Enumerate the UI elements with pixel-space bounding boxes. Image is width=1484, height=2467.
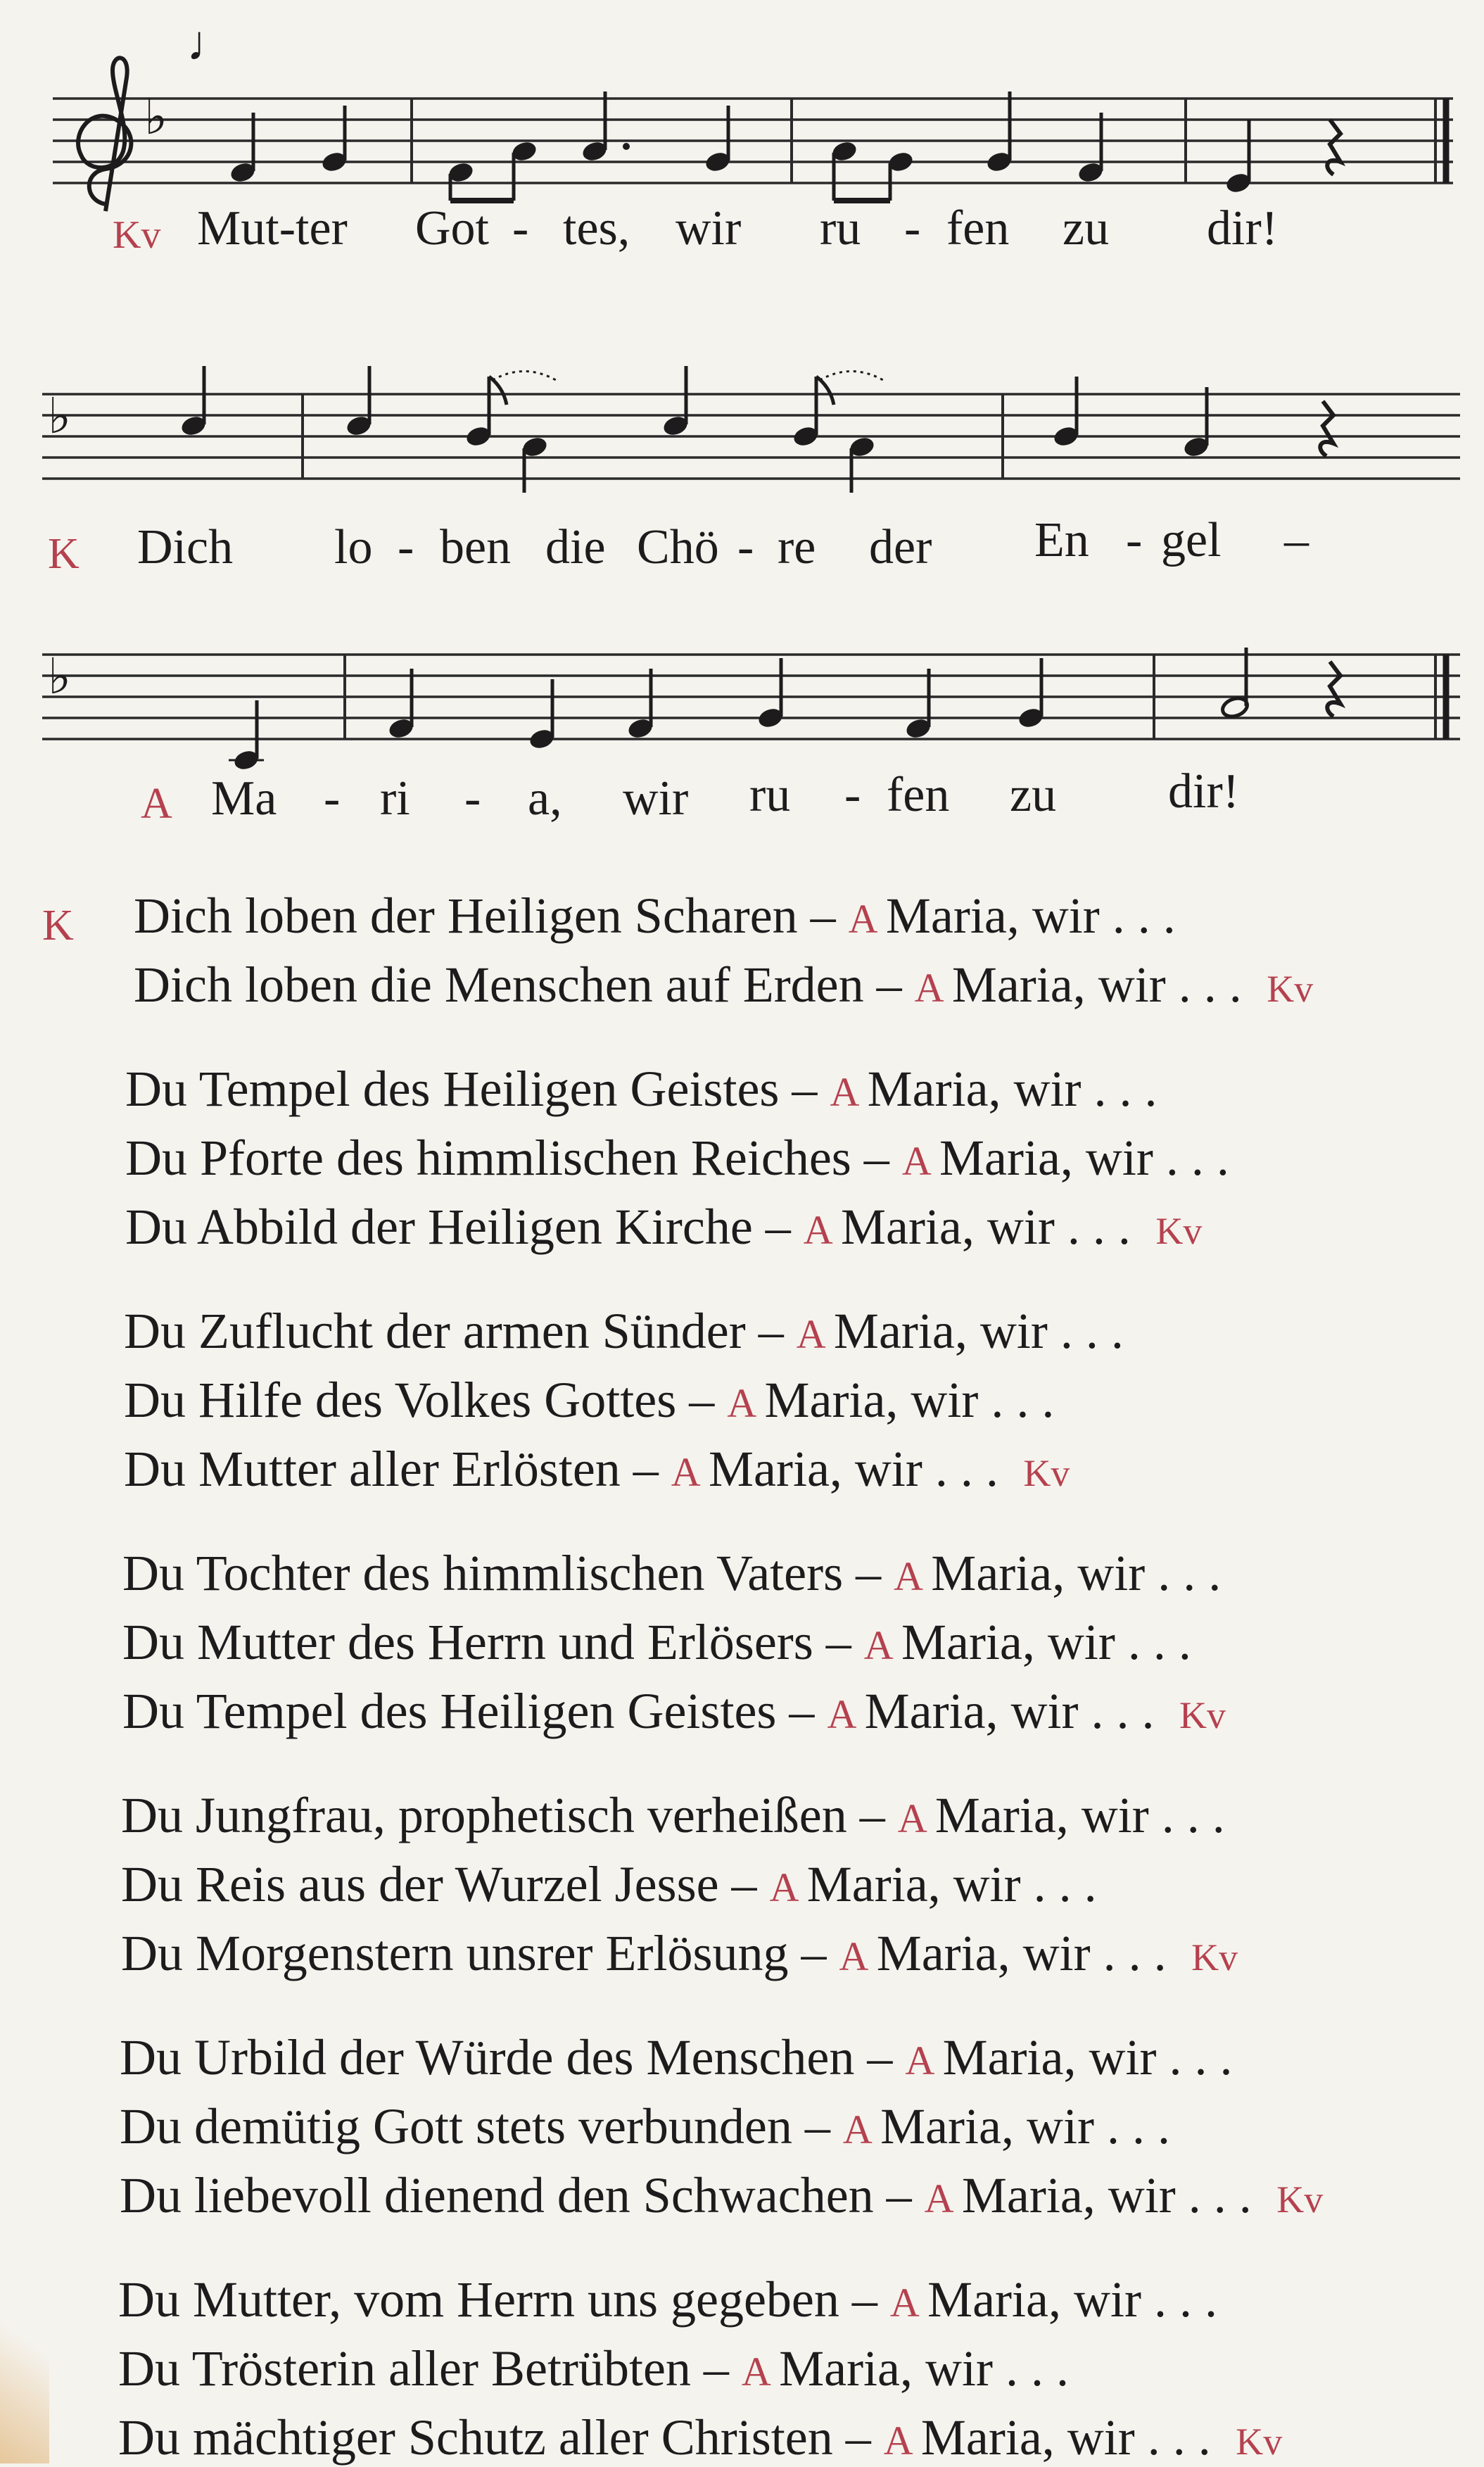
invocation-text: Du Mutter des Herrn und Erlösers – — [122, 1614, 864, 1670]
invocation-text: Du Zuflucht der armen Sünder – — [124, 1303, 797, 1359]
lyric-syllable: Got — [415, 201, 489, 255]
notes-row-2 — [179, 366, 1333, 493]
response-marker: A — [842, 2107, 881, 2152]
response-marker: A — [848, 896, 886, 942]
response-text: Maria, wir . . . — [901, 1614, 1191, 1670]
response-text: Maria, wir . . . — [920, 2409, 1211, 2466]
response-text: Maria, wir . . . — [939, 1130, 1229, 1186]
lyric-syllable: wir — [623, 771, 689, 826]
litany-line — [125, 1060, 1158, 1118]
refrain-marker: Kv — [1169, 1694, 1226, 1736]
litany-line — [120, 2097, 1170, 2156]
lyric-syllable: re — [778, 520, 816, 574]
invocation-text: Du mächtiger Schutz aller Christen – — [118, 2409, 884, 2466]
lyric-syllable: – — [1284, 513, 1309, 567]
response-marker: A — [741, 2349, 780, 2395]
response-marker: A — [796, 1311, 834, 1357]
lyric-syllable: dir! — [1168, 764, 1240, 819]
lyric-syllable: tes, — [563, 201, 630, 255]
notes-row-1 — [186, 28, 1340, 201]
litany-line — [124, 1302, 1124, 1361]
litany-line — [118, 2409, 1282, 2467]
invocation-text: Du Trösterin aller Betrübten – — [118, 2340, 742, 2397]
lyric-syllable: - — [1126, 513, 1143, 567]
svg-text:♩: ♩ — [186, 28, 236, 71]
notes-row-3 — [229, 648, 1340, 772]
litany-line — [121, 1924, 1238, 1983]
lyric-syllable: wir — [676, 201, 742, 255]
invocation-text: Du Morgenstern unsrer Erlösung – — [121, 1925, 839, 1981]
response-text: Maria, wir . . . — [764, 1372, 1055, 1428]
flat-icon: ♭ — [144, 91, 168, 145]
response-marker: A — [727, 1380, 765, 1426]
invocation-text: Du liebevoll dienend den Schwachen – — [120, 2167, 925, 2223]
litany-line — [124, 1440, 1070, 1499]
litany-line — [118, 2340, 1069, 2398]
response-text: Maria, wir . . . — [876, 1925, 1167, 1981]
response-marker: A — [889, 2280, 928, 2326]
refrain-marker: Kv — [113, 213, 161, 257]
page-edge-shadow — [0, 2295, 49, 2463]
response-marker: A — [905, 2038, 943, 2083]
invocation-text: Du Tochter des himmlischen Vaters – — [122, 1545, 894, 1601]
refrain-marker: Kv — [1257, 968, 1314, 1010]
lyric-syllable: fen — [887, 768, 950, 822]
response-text: Maria, wir . . . — [779, 2340, 1069, 2397]
response-text: Maria, wir . . . — [840, 1199, 1131, 1255]
response-marker: A — [830, 1069, 868, 1115]
response-text: Maria, wir . . . — [934, 1787, 1225, 1843]
lyric-syllable: lo — [334, 520, 373, 574]
music-staff-2 — [0, 345, 1484, 521]
flat-icon: ♭ — [48, 390, 72, 444]
lyric-syllable: En — [1034, 513, 1089, 567]
lyric-syllable: Mut-ter — [197, 201, 348, 255]
response-marker: A — [769, 1865, 807, 1910]
litany-line — [122, 1682, 1226, 1741]
response-marker: A — [901, 1138, 939, 1184]
lyric-syllable: zu — [1063, 201, 1110, 255]
response-text: Maria, wir . . . — [880, 2098, 1170, 2154]
invocation-text: Du Reis aus der Wurzel Jesse – — [121, 1856, 770, 1912]
invocation-text: Du Mutter aller Erlösten – — [124, 1441, 671, 1497]
invocation-text: Du Jungfrau, prophetisch verheißen – — [121, 1787, 898, 1843]
litany-line — [134, 956, 1313, 1014]
response-marker: A — [863, 1622, 901, 1668]
lyric-syllable: Dich — [137, 520, 234, 574]
response-marker: A — [671, 1449, 709, 1495]
litany-line — [125, 1129, 1229, 1187]
response-text: Maria, wir . . . — [961, 2167, 1252, 2223]
flat-icon: ♭ — [48, 650, 72, 705]
response-marker: A — [894, 1553, 932, 1599]
lyric-syllable: ben — [440, 520, 512, 574]
invocation-text: Du Pforte des himmlischen Reiches – — [125, 1130, 902, 1186]
response-marker: A — [839, 1933, 877, 1979]
refrain-marker: Kv — [1267, 2178, 1324, 2221]
response-text: Maria, wir . . . — [708, 1441, 998, 1497]
lyric-syllable: a, — [528, 771, 562, 826]
litany-line — [121, 1786, 1225, 1845]
response-text: Maria, wir . . . — [951, 957, 1242, 1013]
refrain-marker: Kv — [1226, 2421, 1283, 2463]
invocation-text: Du Abbild der Heiligen Kirche – — [125, 1199, 804, 1255]
response-text: Maria, wir . . . — [806, 1856, 1097, 1912]
lyric-syllable: - — [737, 520, 754, 574]
response-marker: A — [883, 2418, 921, 2463]
lyric-syllable: - — [398, 520, 414, 574]
lyric-syllable: - — [324, 771, 341, 826]
response-text: Maria, wir . . . — [833, 1303, 1124, 1359]
music-staff-3 — [0, 612, 1484, 781]
invocation-text: Du Hilfe des Volkes Gottes – — [124, 1372, 728, 1428]
litany-line — [120, 2166, 1323, 2225]
cantor-marker: K — [48, 530, 80, 578]
litany-line — [125, 1198, 1202, 1256]
response-text: Maria, wir . . . — [931, 1545, 1222, 1601]
response-marker: A — [141, 780, 172, 828]
lyrics-row-1 — [113, 204, 160, 260]
refrain-marker: Kv — [1146, 1210, 1203, 1252]
litany-line — [122, 1544, 1221, 1603]
lyric-syllable: die — [545, 520, 606, 574]
response-marker: A — [924, 2176, 962, 2221]
invocation-text: Du Urbild der Würde des Menschen – — [120, 2029, 906, 2086]
litany-line — [124, 1371, 1054, 1430]
response-text: Maria, wir . . . — [927, 2271, 1217, 2328]
lyric-syllable: ru — [749, 768, 791, 822]
refrain-marker: Kv — [1181, 1936, 1238, 1979]
lyric-syllable: ru — [820, 201, 861, 255]
response-text: Maria, wir . . . — [867, 1061, 1158, 1117]
invocation-text: Dich loben die Menschen auf Erden – — [134, 957, 915, 1013]
litany-line — [122, 1613, 1191, 1672]
invocation-text: Du demütig Gott stets verbunden – — [120, 2098, 843, 2154]
response-text: Maria, wir . . . — [942, 2029, 1233, 2086]
litany-line — [121, 1855, 1097, 1914]
lyric-syllable: gel — [1161, 513, 1222, 567]
lyric-syllable: - — [844, 768, 861, 822]
lyric-syllable: - — [904, 201, 921, 255]
lyric-syllable: fen — [946, 201, 1010, 255]
lyric-syllable: ri — [380, 771, 410, 826]
invocation-text: Du Mutter, vom Herrn uns gegeben – — [118, 2271, 890, 2328]
lyric-syllable: zu — [1010, 768, 1057, 822]
lyric-syllable: - — [512, 201, 529, 255]
litany-line — [120, 2029, 1232, 2087]
response-text: Maria, wir . . . — [864, 1683, 1155, 1739]
response-marker: A — [914, 965, 952, 1011]
lyric-syllable: - — [464, 771, 481, 826]
response-marker: A — [803, 1207, 841, 1253]
cantor-marker: K — [42, 902, 74, 949]
response-text: Maria, wir . . . — [885, 888, 1176, 944]
invocation-text: Du Tempel des Heiligen Geistes – — [122, 1683, 827, 1739]
treble-clef-icon — [78, 58, 131, 211]
lyric-syllable: dir! — [1207, 201, 1279, 255]
response-marker: A — [827, 1691, 865, 1737]
lyric-syllable: Ma — [211, 771, 277, 826]
invocation-text: Du Tempel des Heiligen Geistes – — [125, 1061, 830, 1117]
lyric-syllable: der — [869, 520, 932, 574]
response-marker: A — [897, 1796, 935, 1841]
lyric-syllable: Chö — [637, 520, 719, 574]
litany-line — [118, 2271, 1217, 2329]
invocation-text: Dich loben der Heiligen Scharen – — [134, 888, 849, 944]
refrain-marker: Kv — [1013, 1452, 1070, 1494]
litany-line — [134, 887, 1176, 945]
